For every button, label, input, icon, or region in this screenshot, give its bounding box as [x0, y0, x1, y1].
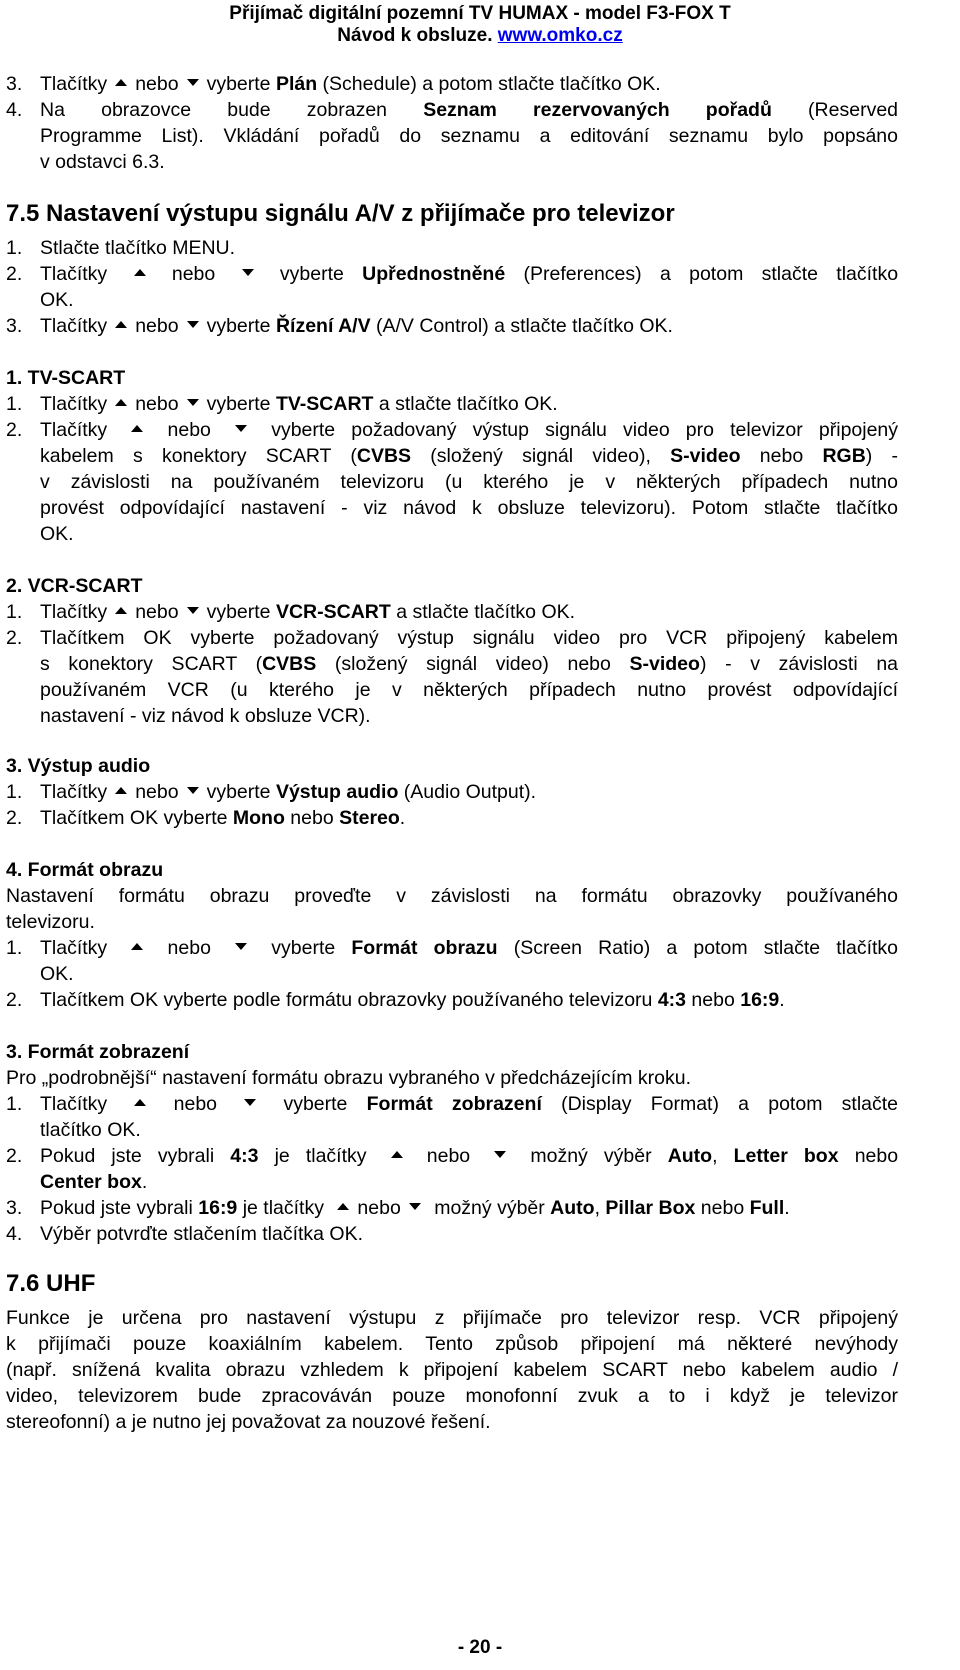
- arrow-down-icon: [409, 1203, 421, 1210]
- step-number: 2.: [6, 807, 23, 829]
- step-number: 1.: [6, 601, 23, 623]
- paragraph-text: k přijímači pouze koaxiálním kabelem. Tento způsob připojení má některé nevýhody: [6, 1333, 898, 1355]
- plan-label: Plán: [275, 73, 318, 95]
- arrow-down-icon: [187, 321, 199, 328]
- step-text: Tlačítky nebo vyberte Výstup audio (Audio Output).: [40, 781, 537, 803]
- step-text: OK.: [40, 963, 74, 985]
- arrow-down-icon: [187, 399, 199, 406]
- step-text: OK.: [40, 523, 74, 545]
- page-header-subtitle: [0, 24, 960, 48]
- step-text: provést odpovídající nastavení - viz návod k obsluze televizoru). Potom stlačte tlačítko: [40, 497, 898, 519]
- arrow-down-icon: [242, 269, 254, 276]
- step-number: 1.: [6, 781, 23, 803]
- arrow-up-icon: [391, 1151, 403, 1158]
- arrow-down-icon: [235, 425, 247, 432]
- paragraph-text: Nastavení formátu obrazu proveďte v závislosti na formátu obrazovky používaného: [6, 885, 898, 907]
- step-text: OK.: [40, 289, 74, 311]
- arrow-up-icon: [131, 943, 143, 950]
- arrow-down-icon: [187, 787, 199, 794]
- step-text: Tlačítky nebo vyberte TV-SCART a stlačte tlačítko OK.: [40, 393, 558, 415]
- arrow-up-icon: [134, 1099, 146, 1106]
- step-number: 1.: [6, 393, 23, 415]
- step-text: Tlačítky nebo vyberte Upřednostněné (Preferences) a potom stlačte tlačítko: [40, 263, 899, 285]
- website-link[interactable]: www.omko.cz: [497, 25, 623, 46]
- step-number: 1.: [6, 937, 23, 959]
- step-number: 1.: [6, 237, 23, 259]
- step-number: 3.: [6, 73, 23, 95]
- arrow-down-icon: [494, 1151, 506, 1158]
- step-text: Tlačítky nebo vyberte Formát zobrazení (Display Format) a potom stlačte: [40, 1093, 899, 1115]
- step-number: 4.: [6, 1223, 23, 1245]
- step-text: Tlačítky nebo vyberte Plán (Schedule) a potom stlačte tlačítko OK.: [40, 73, 661, 95]
- step-text: používaném VCR (u kterého je v některých případech nutno provést odpovídající: [40, 679, 898, 701]
- subheading-display-format: 3. Formát zobrazení: [6, 1041, 190, 1063]
- subheading-audio: 3. Výstup audio: [6, 755, 151, 777]
- arrow-up-icon: [115, 399, 127, 406]
- buttons-word: Tlačítky: [40, 73, 108, 95]
- reserved-list-label: Seznam rezervovaných pořadů: [423, 99, 772, 121]
- step-text: s konektory SCART (CVBS (složený signál video) nebo S-video) - v závislosti na: [40, 653, 899, 675]
- step-text: Výběr potvrďte stlačením tlačítka OK.: [40, 1223, 364, 1245]
- arrow-down-icon: [244, 1099, 256, 1106]
- section-heading-7-6: 7.6 UHF: [6, 1270, 96, 1297]
- paragraph-text: Funkce je určena pro nastavení výstupu z přijímače pro televizor resp. VCR připojený: [6, 1307, 898, 1329]
- paragraph-text: stereofonní) a je nutno jej považovat za nouzové řešení.: [6, 1411, 491, 1433]
- arrow-up-icon: [115, 607, 127, 614]
- step-number: 4.: [6, 99, 23, 121]
- step-text: kabelem s konektory SCART (CVBS (složený signál video), S-video nebo RGB) -: [40, 445, 899, 467]
- step-text: Na obrazovce bude zobrazen Seznam rezervovaných pořadů (Reserved: [40, 99, 899, 121]
- step-text: Center box.: [40, 1171, 148, 1193]
- section-heading-7-5: 7.5 Nastavení výstupu signálu A/V z přijímače pro televizor: [6, 200, 675, 227]
- step-text: tlačítko OK.: [40, 1119, 141, 1141]
- step-number: 2.: [6, 989, 23, 1011]
- step-text: Tlačítkem OK vyberte podle formátu obrazovky používaného televizoru 4:3 nebo 16:9.: [40, 989, 785, 1011]
- arrow-up-icon: [134, 269, 146, 276]
- paragraph-text: Pro „podrobnější“ nastavení formátu obrazu vybraného v předcházejícím kroku.: [6, 1067, 692, 1089]
- step-text: Pokud jste vybrali 16:9 je tlačítky nebo možný výběr Auto, Pillar Box nebo Full.: [40, 1197, 790, 1219]
- step-text: v závislosti na používaném televizoru (u kterého je v některých případech nutno: [40, 471, 898, 493]
- arrow-up-icon: [115, 787, 127, 794]
- paragraph-text: (např. snížená kvalita obrazu vzhledem k připojení kabelem SCART nebo kabelem audio /: [6, 1359, 898, 1381]
- page-number: - 20 -: [457, 1637, 503, 1658]
- arrow-up-icon: [131, 425, 143, 432]
- step-number: 2.: [6, 419, 23, 441]
- step-text: Tlačítky nebo vyberte požadovaný výstup signálu video pro televizor připojený: [40, 419, 899, 441]
- subheading-vcr-scart: 2. VCR-SCART: [6, 575, 143, 597]
- step-text: Pokud jste vybrali 4:3 je tlačítky nebo možný výběr Auto, Letter box nebo: [40, 1145, 899, 1167]
- step-text: Tlačítky nebo vyberte VCR-SCART a stlačte tlačítko OK.: [40, 601, 576, 623]
- step-number: 2.: [6, 627, 23, 649]
- step-number: 3.: [6, 315, 23, 337]
- arrow-up-icon: [115, 79, 127, 86]
- step-text: Programme List). Vkládání pořadů do seznamu a editování seznamu bylo popsáno: [40, 125, 898, 147]
- arrow-down-icon: [187, 607, 199, 614]
- step-text: Stlačte tlačítko MENU.: [40, 237, 236, 259]
- step-text: Tlačítky nebo vyberte Formát obrazu (Screen Ratio) a potom stlačte tlačítko: [40, 937, 899, 959]
- or-word: nebo: [135, 73, 179, 95]
- step-text: Tlačítkem OK vyberte požadovaný výstup signálu video pro VCR připojený kabelem: [40, 627, 898, 649]
- page-header-title: Přijímač digitální pozemní TV HUMAX - model F3-FOX T: [229, 3, 731, 24]
- paragraph-text: video, televizorem bude zpracováván pouze monofonní zvuk a to i když je televizor: [6, 1385, 898, 1407]
- step-number: 1.: [6, 1093, 23, 1115]
- arrow-up-icon: [337, 1203, 349, 1210]
- step-text: Tlačítkem OK vyberte Mono nebo Stereo.: [40, 807, 406, 829]
- step-number: 2.: [6, 263, 23, 285]
- step-text: v odstavci 6.3.: [40, 151, 165, 173]
- paragraph-text: televizoru.: [6, 911, 95, 933]
- subheading-tv-scart: 1. TV-SCART: [6, 367, 126, 389]
- arrow-down-icon: [235, 943, 247, 950]
- arrow-up-icon: [115, 321, 127, 328]
- step-text: Tlačítky nebo vyberte Řízení A/V (A/V Control) a stlačte tlačítko OK.: [40, 315, 673, 337]
- header-subtitle-prefix: Návod k obsluze.: [337, 25, 498, 46]
- arrow-down-icon: [187, 79, 199, 86]
- step-number: 2.: [6, 1145, 23, 1167]
- step-number: 3.: [6, 1197, 23, 1219]
- step-text: nastavení - viz návod k obsluze VCR).: [40, 705, 371, 727]
- subheading-picture-format: 4. Formát obrazu: [6, 859, 164, 881]
